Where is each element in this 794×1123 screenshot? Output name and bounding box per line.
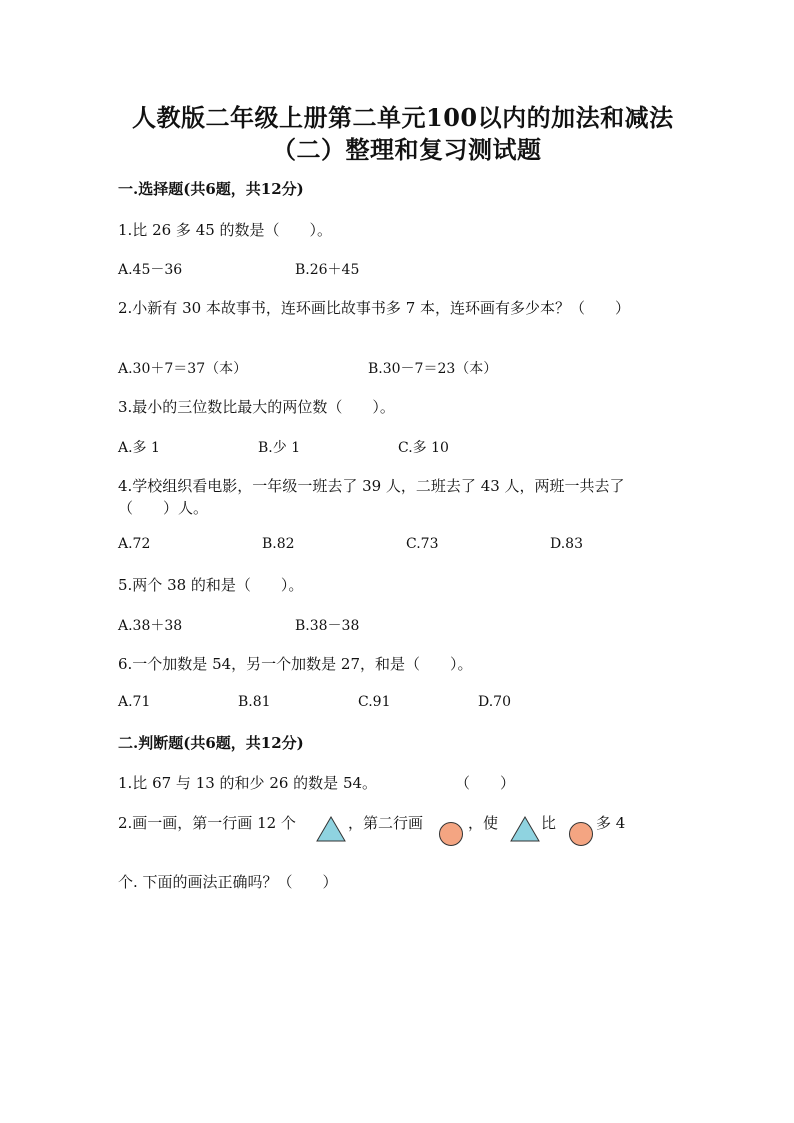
option-3c: C.多 10 <box>398 440 449 456</box>
question-5: 5.两个 38 的和是（ ）。 <box>118 576 304 594</box>
option-5b: B.38－38 <box>295 618 360 634</box>
section1-heading: 一.选择题(共6题，共12分) <box>118 180 304 198</box>
circle-icon <box>438 821 464 847</box>
option-3a: A.多 1 <box>118 440 160 456</box>
question-2: 2.小新有 30 本故事书，连环画比故事书多 7 本，连环画有多少本？（ ） <box>118 299 631 317</box>
triangle-icon <box>510 816 540 842</box>
option-2a: A.30＋7＝37（本） <box>118 361 248 377</box>
judge-question-1-blank: （ ） <box>455 774 516 792</box>
doc-title-line2: （二）整理和复习测试题 <box>272 135 542 164</box>
circle-icon <box>568 821 594 847</box>
option-4a: A.72 <box>118 536 151 552</box>
judge-question-2-part3: ，使 <box>468 814 499 832</box>
option-1b: B.26＋45 <box>295 262 360 278</box>
question-4-line2: （ ）人。 <box>118 499 209 517</box>
judge-question-2-part4: 比 <box>541 814 557 832</box>
triangle-icon <box>316 816 346 842</box>
question-1: 1.比 26 多 45 的数是（ ）。 <box>118 221 333 239</box>
doc-title-line1: 人教版二年级上册第二单元100以内的加法和减法 <box>132 103 674 132</box>
judge-question-2-part5: 多 4 <box>596 814 626 832</box>
option-4d: D.83 <box>550 536 583 552</box>
option-6b: B.81 <box>238 694 271 710</box>
option-4c: C.73 <box>406 536 439 552</box>
option-4b: B.82 <box>262 536 295 552</box>
option-3b: B.少 1 <box>258 440 301 456</box>
option-1a: A.45－36 <box>118 262 183 278</box>
option-6d: D.70 <box>478 694 511 710</box>
option-6a: A.71 <box>118 694 151 710</box>
section2-heading: 二.判断题(共6题，共12分) <box>118 734 304 752</box>
judge-question-2-line2: 个. 下面的画法正确吗？（ ） <box>118 873 338 891</box>
question-3: 3.最小的三位数比最大的两位数（ ）。 <box>118 398 395 416</box>
judge-question-2-part2: ，第二行画 <box>348 814 424 832</box>
question-6: 6.一个加数是 54，另一个加数是 27，和是（ ）。 <box>118 655 473 673</box>
question-4-line1: 4.学校组织看电影，一年级一班去了 39 人，二班去了 43 人，两班一共去了 <box>118 477 625 495</box>
judge-question-1: 1.比 67 与 13 的和少 26 的数是 54。 <box>118 774 378 792</box>
option-2b: B.30－7＝23（本） <box>368 361 498 377</box>
option-5a: A.38＋38 <box>118 618 183 634</box>
judge-question-2-part1: 2.画一画，第一行画 12 个 <box>118 814 296 832</box>
option-6c: C.91 <box>358 694 391 710</box>
